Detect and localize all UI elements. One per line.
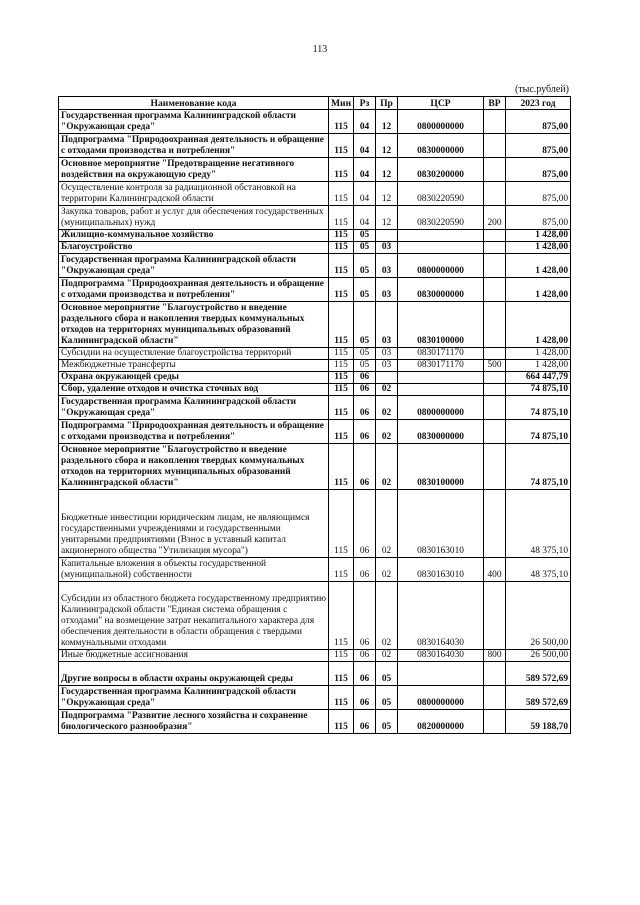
cell-csr: 0830164030 — [398, 650, 484, 662]
cell-amount: 26 500,00 — [506, 582, 571, 650]
cell-min: 115 — [329, 710, 354, 734]
cell-name: Благоустройство — [59, 242, 329, 254]
cell-name: Государственная программа Калининградской области "Окружающая среда" — [59, 396, 329, 420]
cell-rz: 06 — [354, 444, 376, 490]
cell-amount: 664 447,79 — [506, 372, 571, 384]
cell-name: Иные бюджетные ассигнования — [59, 650, 329, 662]
cell-min: 115 — [329, 242, 354, 254]
cell-csr — [398, 230, 484, 242]
cell-vr — [484, 230, 506, 242]
cell-csr: 0820000000 — [398, 710, 484, 734]
cell-min: 115 — [329, 420, 354, 444]
cell-amount: 875,00 — [506, 182, 571, 206]
table-row — [59, 686, 571, 710]
cell-pr: 02 — [376, 650, 398, 662]
cell-amount: 1 428,00 — [506, 254, 571, 278]
cell-amount: 1 428,00 — [506, 302, 571, 348]
cell-vr — [484, 420, 506, 444]
table-row — [59, 348, 571, 360]
cell-pr: 03 — [376, 302, 398, 348]
cell-amount: 26 500,00 — [506, 650, 571, 662]
cell-min: 115 — [329, 444, 354, 490]
table-header-row — [59, 97, 571, 110]
cell-vr — [484, 582, 506, 650]
cell-min: 115 — [329, 158, 354, 182]
units-label: (тыс.рублей) — [514, 84, 569, 95]
cell-name: Субсидии на осуществление благоустройства территорий — [59, 348, 329, 360]
cell-rz: 06 — [354, 558, 376, 582]
cell-vr — [484, 662, 506, 686]
cell-name: Субсидии из областного бюджета государственному предприятию Калининградской области "Единая система обращения с отходами" на возмещение затрат некапитального характера для обеспечения деятельности в области обращения с твердыми коммунальными отходами — [59, 582, 329, 650]
cell-name: Бюджетные инвестиции юридическим лицам, не являющимся государственными учреждениями и государственными унитарными предприятиями (Взнос в уставный капитал акционерного общества "Утилизация мусора") — [59, 490, 329, 558]
cell-amount: 1 428,00 — [506, 242, 571, 254]
cell-vr — [484, 490, 506, 558]
page-number: 113 — [312, 44, 328, 55]
cell-csr — [398, 372, 484, 384]
cell-vr — [484, 348, 506, 360]
cell-rz: 06 — [354, 650, 376, 662]
cell-vr — [484, 158, 506, 182]
table-row — [59, 444, 571, 490]
table-row — [59, 360, 571, 372]
cell-pr — [376, 230, 398, 242]
cell-amount: 48 375,10 — [506, 490, 571, 558]
cell-pr: 02 — [376, 558, 398, 582]
header-amount: 2023 год — [506, 97, 571, 110]
table-row — [59, 420, 571, 444]
cell-min: 115 — [329, 182, 354, 206]
cell-name: Подпрограмма "Природоохранная деятельность и обращение с отходами производства и потребления" — [59, 278, 329, 302]
table-row — [59, 110, 571, 134]
cell-vr — [484, 686, 506, 710]
cell-rz: 05 — [354, 254, 376, 278]
table-row — [59, 242, 571, 254]
table-row — [59, 302, 571, 348]
cell-name: Государственная программа Калининградской области "Окружающая среда" — [59, 686, 329, 710]
cell-vr — [484, 134, 506, 158]
cell-name: Государственная программа Калининградской области "Окружающая среда" — [59, 110, 329, 134]
cell-amount: 74 875,10 — [506, 396, 571, 420]
cell-csr: 0830163010 — [398, 558, 484, 582]
cell-vr — [484, 396, 506, 420]
cell-rz: 05 — [354, 360, 376, 372]
cell-name: Основное мероприятие "Благоустройство и введение раздельного сбора и накопления твердых коммунальных отходов на территориях муниципальных образований Калининградской области" — [59, 444, 329, 490]
cell-min: 115 — [329, 230, 354, 242]
header-name: Наименование кода — [59, 97, 329, 110]
cell-csr: 0830000000 — [398, 278, 484, 302]
cell-name: Жилищно-коммунальное хозяйство — [59, 230, 329, 242]
cell-pr: 05 — [376, 686, 398, 710]
cell-min: 115 — [329, 278, 354, 302]
cell-csr: 0830100000 — [398, 302, 484, 348]
cell-min: 115 — [329, 384, 354, 396]
cell-pr: 05 — [376, 662, 398, 686]
cell-amount: 1 428,00 — [506, 230, 571, 242]
cell-csr: 0830163010 — [398, 490, 484, 558]
cell-vr: 200 — [484, 206, 506, 230]
cell-csr — [398, 242, 484, 254]
table-row — [59, 182, 571, 206]
cell-name: Основное мероприятие "Благоустройство и введение раздельного сбора и накопления твердых коммунальных отходов на территориях муниципальных образований Калининградской области" — [59, 302, 329, 348]
cell-pr — [376, 372, 398, 384]
cell-rz: 04 — [354, 158, 376, 182]
cell-pr: 05 — [376, 710, 398, 734]
cell-min: 115 — [329, 254, 354, 278]
cell-amount: 74 875,10 — [506, 384, 571, 396]
cell-csr: 0800000000 — [398, 254, 484, 278]
cell-name: Межбюджетные трансферты — [59, 360, 329, 372]
cell-name: Подпрограмма "Природоохранная деятельность и обращение с отходами производства и потребления" — [59, 420, 329, 444]
cell-min: 115 — [329, 650, 354, 662]
cell-pr: 12 — [376, 110, 398, 134]
cell-rz: 04 — [354, 182, 376, 206]
cell-min: 115 — [329, 662, 354, 686]
table-row — [59, 662, 571, 686]
cell-vr: 500 — [484, 360, 506, 372]
cell-amount: 74 875,10 — [506, 444, 571, 490]
cell-pr: 02 — [376, 490, 398, 558]
cell-vr — [484, 278, 506, 302]
cell-vr — [484, 372, 506, 384]
cell-rz: 06 — [354, 710, 376, 734]
cell-name: Осуществление контроля за радиационной обстановкой на территории Калининградской области — [59, 182, 329, 206]
cell-csr: 0830220590 — [398, 206, 484, 230]
cell-amount: 875,00 — [506, 134, 571, 158]
cell-rz: 04 — [354, 110, 376, 134]
cell-pr: 02 — [376, 582, 398, 650]
cell-pr: 12 — [376, 206, 398, 230]
cell-csr — [398, 662, 484, 686]
cell-vr — [484, 710, 506, 734]
cell-pr: 12 — [376, 182, 398, 206]
table-row — [59, 396, 571, 420]
cell-rz: 06 — [354, 490, 376, 558]
cell-rz: 05 — [354, 230, 376, 242]
table-row — [59, 582, 571, 650]
cell-rz: 05 — [354, 278, 376, 302]
table-row — [59, 490, 571, 558]
cell-vr — [484, 444, 506, 490]
cell-min: 115 — [329, 396, 354, 420]
cell-name: Сбор, удаление отходов и очистка сточных вод — [59, 384, 329, 396]
table-row — [59, 230, 571, 242]
cell-vr — [484, 384, 506, 396]
cell-pr: 02 — [376, 420, 398, 444]
header-vr: ВР — [484, 97, 506, 110]
cell-pr: 02 — [376, 384, 398, 396]
cell-rz: 05 — [354, 348, 376, 360]
cell-amount: 875,00 — [506, 206, 571, 230]
cell-name: Другие вопросы в области охраны окружающей среды — [59, 662, 329, 686]
cell-rz: 06 — [354, 686, 376, 710]
table-body — [59, 110, 571, 734]
cell-rz: 06 — [354, 384, 376, 396]
cell-min: 115 — [329, 360, 354, 372]
cell-name: Основное мероприятие "Предотвращение негативного воздействия на окружающую среду" — [59, 158, 329, 182]
table-row — [59, 384, 571, 396]
cell-vr: 400 — [484, 558, 506, 582]
cell-csr: 0830171170 — [398, 360, 484, 372]
cell-csr: 0830100000 — [398, 444, 484, 490]
cell-rz: 06 — [354, 372, 376, 384]
cell-min: 115 — [329, 302, 354, 348]
cell-amount: 74 875,10 — [506, 420, 571, 444]
cell-amount: 1 428,00 — [506, 348, 571, 360]
table-row — [59, 134, 571, 158]
cell-min: 115 — [329, 134, 354, 158]
cell-pr: 03 — [376, 360, 398, 372]
cell-csr: 0830000000 — [398, 134, 484, 158]
cell-rz: 04 — [354, 206, 376, 230]
table-row — [59, 372, 571, 384]
cell-min: 115 — [329, 206, 354, 230]
cell-pr: 03 — [376, 242, 398, 254]
cell-rz: 06 — [354, 662, 376, 686]
table-row — [59, 254, 571, 278]
cell-min: 115 — [329, 372, 354, 384]
cell-min: 115 — [329, 348, 354, 360]
cell-rz: 06 — [354, 582, 376, 650]
header-csr: ЦСР — [398, 97, 484, 110]
cell-min: 115 — [329, 686, 354, 710]
table-row — [59, 650, 571, 662]
header-min: Мин — [329, 97, 354, 110]
cell-name: Закупка товаров, работ и услуг для обеспечения государственных (муниципальных) нужд — [59, 206, 329, 230]
cell-amount: 875,00 — [506, 158, 571, 182]
cell-rz: 05 — [354, 302, 376, 348]
budget-table — [58, 96, 571, 734]
table-row — [59, 278, 571, 302]
cell-csr — [398, 384, 484, 396]
cell-csr: 0800000000 — [398, 396, 484, 420]
cell-rz: 06 — [354, 396, 376, 420]
cell-vr: 800 — [484, 650, 506, 662]
cell-pr: 03 — [376, 254, 398, 278]
cell-amount: 48 375,10 — [506, 558, 571, 582]
cell-name: Капитальные вложения в объекты государственной (муниципальной) собственности — [59, 558, 329, 582]
cell-csr: 0830164030 — [398, 582, 484, 650]
cell-rz: 05 — [354, 242, 376, 254]
cell-pr: 02 — [376, 444, 398, 490]
cell-min: 115 — [329, 490, 354, 558]
header-rz: Рз — [354, 97, 376, 110]
cell-name: Государственная программа Калининградской области "Окружающая среда" — [59, 254, 329, 278]
cell-amount: 875,00 — [506, 110, 571, 134]
cell-name: Охрана окружающей среды — [59, 372, 329, 384]
table-row — [59, 206, 571, 230]
cell-amount: 59 188,70 — [506, 710, 571, 734]
cell-rz: 04 — [354, 134, 376, 158]
table-row — [59, 710, 571, 734]
cell-name: Подпрограмма "Развитие лесного хозяйства и сохранение биологического разнообразия" — [59, 710, 329, 734]
cell-vr — [484, 110, 506, 134]
cell-csr: 0800000000 — [398, 110, 484, 134]
table-row — [59, 558, 571, 582]
cell-csr: 0800000000 — [398, 686, 484, 710]
cell-pr: 03 — [376, 278, 398, 302]
cell-min: 115 — [329, 110, 354, 134]
cell-amount: 589 572,69 — [506, 686, 571, 710]
cell-pr: 12 — [376, 158, 398, 182]
table-row — [59, 158, 571, 182]
cell-pr: 03 — [376, 348, 398, 360]
cell-vr — [484, 242, 506, 254]
header-pr: Пр — [376, 97, 398, 110]
cell-vr — [484, 182, 506, 206]
cell-csr: 0830171170 — [398, 348, 484, 360]
cell-pr: 12 — [376, 134, 398, 158]
cell-min: 115 — [329, 558, 354, 582]
cell-name: Подпрограмма "Природоохранная деятельность и обращение с отходами производства и потребления" — [59, 134, 329, 158]
cell-amount: 589 572,69 — [506, 662, 571, 686]
cell-csr: 0830200000 — [398, 158, 484, 182]
cell-csr: 0830220590 — [398, 182, 484, 206]
cell-csr: 0830000000 — [398, 420, 484, 444]
cell-pr: 02 — [376, 396, 398, 420]
cell-amount: 1 428,00 — [506, 360, 571, 372]
cell-min: 115 — [329, 582, 354, 650]
cell-rz: 06 — [354, 420, 376, 444]
cell-vr — [484, 254, 506, 278]
cell-amount: 1 428,00 — [506, 278, 571, 302]
cell-vr — [484, 302, 506, 348]
